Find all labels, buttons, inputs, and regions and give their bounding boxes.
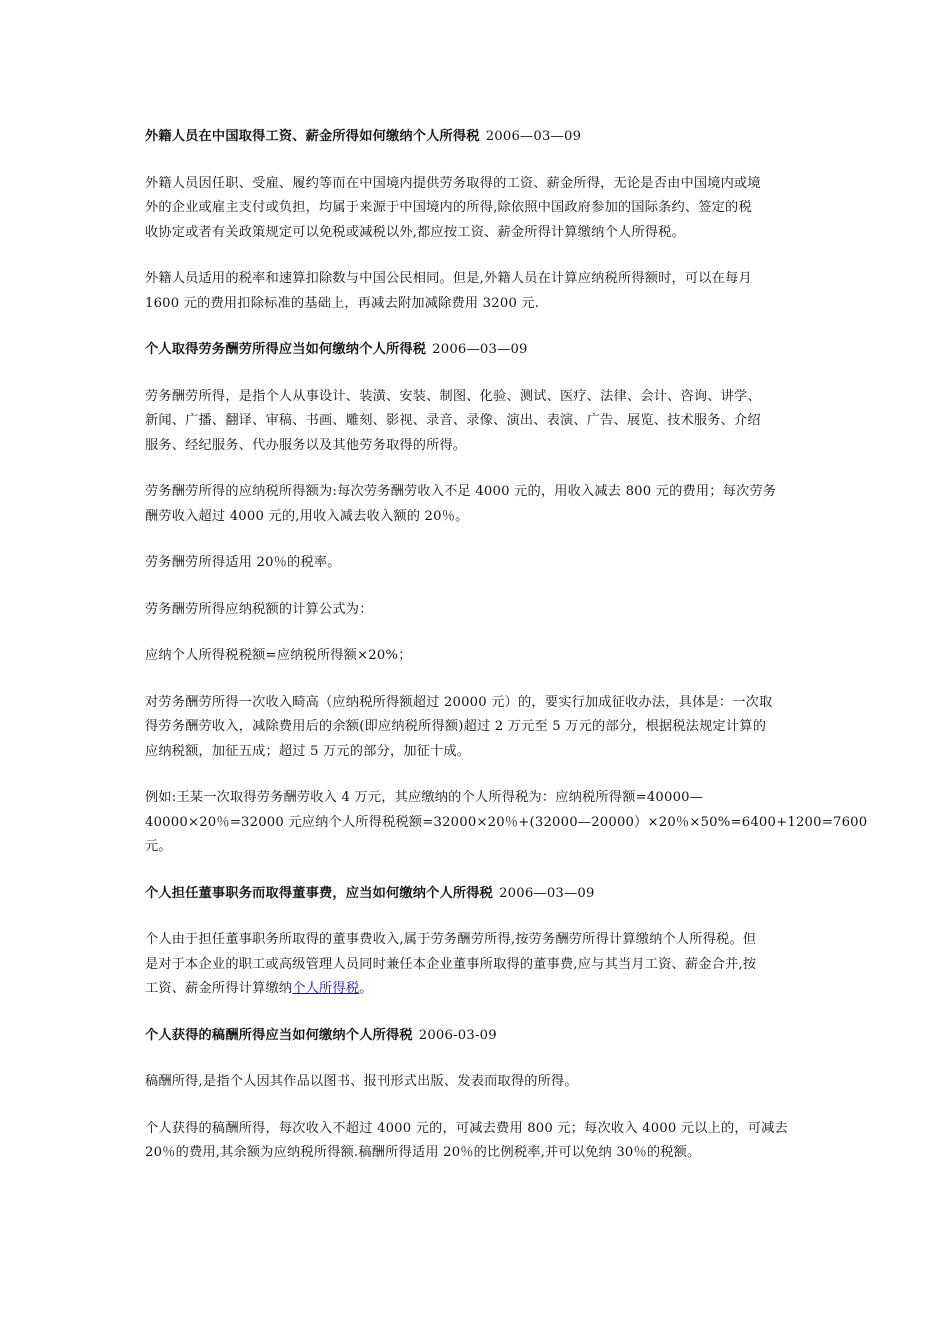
paragraph-line: 劳务酬劳所得适用 20％的税率。	[145, 555, 341, 570]
paragraph-line: 个人由于担任董事职务所取得的董事费收入,属于劳务酬劳所得,按劳务酬劳所得计算缴纳个人所得税。但	[145, 932, 757, 947]
paragraph-line: 外的企业或雇主支付或负担，均属于来源于中国境内的所得,除依照中国政府参加的国际条约、签定的税	[145, 200, 752, 215]
paragraph-line: 稿酬所得,是指个人因其作品以图书、报刊形式出版、发表而取得的所得。	[145, 1074, 578, 1089]
paragraph	[145, 480, 810, 529]
paragraph-line: 收协定或者有关政策规定可以免税或减税以外,都应按工资、薪金所得计算缴纳个人所得税。	[145, 224, 685, 240]
paragraph	[145, 385, 810, 459]
paragraph	[145, 267, 810, 316]
paragraph-line: 劳务酬劳所得，是指个人从事设计、装潢、安装、制图、化验、测试、医疗、法律、会计、咨询、讲学、	[145, 388, 761, 404]
paragraph	[145, 691, 810, 765]
section-title: 个人取得劳务酬劳所得应当如何缴纳个人所得税	[145, 342, 427, 357]
paragraph-line: 元。	[145, 839, 172, 854]
paragraph-line: 个人获得的稿酬所得，每次收入不超过 4000 元的，可减去费用 800 元；每次收入 4000 元以上的，可减去	[145, 1120, 788, 1136]
section-heading	[145, 125, 810, 150]
paragraph	[145, 551, 810, 576]
section-title: 外籍人员在中国取得工资、薪金所得如何缴纳个人所得税	[145, 129, 480, 144]
paragraph	[145, 644, 810, 669]
section-date: 2006—03—09	[499, 885, 595, 901]
paragraph-line: 40000×20％=32000 元应纳个人所得税税额=32000×20％+(32000—20000）×20％×50%=6400+1200=7600	[145, 814, 868, 830]
section-date: 2006-03-09	[418, 1027, 497, 1043]
paragraph	[145, 786, 868, 860]
section-title: 个人担任董事职务而取得董事费，应当如何缴纳个人所得税	[145, 885, 494, 901]
paragraph	[145, 172, 810, 246]
paragraph-line: 外籍人员因任职、受雇、履约等而在中国境内提供劳务取得的工资、薪金所得，无论是否由中国境内或境	[145, 175, 761, 191]
section-date: 2006—03—09	[485, 129, 582, 144]
income-tax-link[interactable]: 个人所得税	[292, 981, 360, 996]
paragraph-line-with-link	[145, 977, 810, 1002]
paragraph-line: 得劳务酬劳收入，减除费用后的余额(即应纳税所得额)超过 2 万元至 5 万元的部分，根据税法规定计算的	[145, 719, 767, 734]
paragraph-line: 对劳务酬劳所得一次收入畸高（应纳税所得额超过 20000 元）的，要实行加成征收办法，具体是：一次取	[145, 694, 773, 710]
section-date: 2006—03—09	[432, 342, 528, 357]
paragraph-line: 应纳税额，加征五成；超过 5 万元的部分，加征十成。	[145, 743, 471, 759]
paragraph-line: 1600 元的费用扣除标准的基础上，再减去附加减除费用 3200 元.	[145, 295, 540, 311]
section-heading	[145, 1024, 810, 1049]
paragraph	[145, 598, 810, 623]
paragraph-line: 酬劳收入超过 4000 元的,用收入减去收入额的 20％。	[145, 508, 469, 524]
paragraph	[145, 928, 810, 1002]
paragraph-text: 。	[359, 981, 373, 996]
paragraph-line: 劳务酬劳所得的应纳税所得额为:每次劳务酬劳收入不足 4000 元的，用收入减去 800 元的费用；每次劳务	[145, 484, 777, 499]
paragraph-line: 服务、经纪服务、代办服务以及其他劳务取得的所得。	[145, 437, 467, 453]
paragraph	[145, 1070, 810, 1095]
paragraph-line: 应纳个人所得税税额=应纳税所得额×20%；	[145, 648, 412, 663]
paragraph	[145, 1117, 810, 1166]
document-body	[145, 125, 868, 1188]
section-heading	[145, 338, 810, 363]
paragraph-line: 新闻、广播、翻译、审稿、书画、雕刻、影视、录音、录像、演出、表演、广告、展览、技术服务、介绍	[145, 413, 761, 428]
paragraph-line: 是对于本企业的职工或高级管理人员同时兼任本企业董事所取得的董事费,应与其当月工资、薪金合并,按	[145, 956, 757, 972]
section-title: 个人获得的稿酬所得应当如何缴纳个人所得税	[145, 1027, 413, 1043]
section-heading	[145, 882, 810, 907]
paragraph-text: 工资、薪金所得计算缴纳	[145, 981, 293, 996]
paragraph-line: 20％的费用,其余额为应纳税所得额.稿酬所得适用 20％的比例税率,并可以免纳 30％的税额。	[145, 1145, 701, 1160]
paragraph-line: 例如:王某一次取得劳务酬劳收入 4 万元，其应缴纳的个人所得税为：应纳税所得额=40000—	[145, 790, 704, 805]
paragraph-line: 外籍人员适用的税率和速算扣除数与中国公民相同。但是,外籍人员在计算应纳税所得额时，可以在每月	[145, 271, 752, 286]
paragraph-line: 劳务酬劳所得应纳税额的计算公式为：	[145, 601, 373, 617]
